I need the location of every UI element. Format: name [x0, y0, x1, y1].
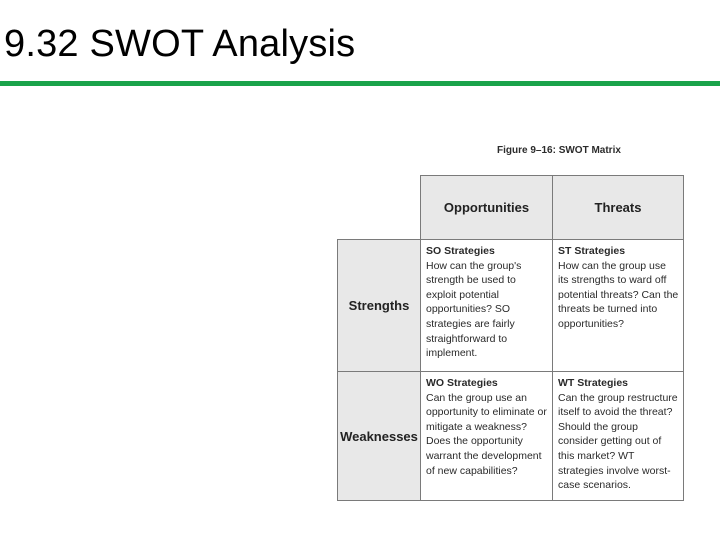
wo-strategies-cell: [420, 371, 553, 501]
cell-title: SO Strategies: [426, 245, 495, 257]
row-header-label: Strengths: [348, 298, 410, 313]
st-strategies-cell: [552, 239, 684, 372]
column-header-label: Threats: [594, 200, 642, 215]
cell-title: ST Strategies: [558, 245, 626, 257]
slide-title: 9.32 SWOT Analysis: [4, 23, 356, 65]
cell-title: WO Strategies: [426, 377, 498, 389]
wt-strategies-cell: [552, 371, 684, 501]
cell-body: Can the group restructure itself to avoid the threat? Should the group consider getting out of this market? WT strategies involve worst-case scenarios.: [558, 391, 678, 492]
figure-caption: Figure 9–16: SWOT Matrix: [497, 145, 621, 156]
column-header-threats: [552, 175, 684, 240]
cell-body: How can the group use its strengths to ward off potential threats? Can the threats be turned into opportunities?: [558, 259, 679, 330]
cell-body: How can the group's strength be used to exploit potential opportunities? SO strategies are fairly straightforward to implement.: [426, 259, 522, 360]
cell-title: WT Strategies: [558, 377, 629, 389]
column-header-label: Opportunities: [443, 200, 530, 215]
row-header-label: Weaknesses: [340, 428, 418, 444]
row-header-weaknesses: [337, 371, 421, 501]
column-header-opportunities: [420, 175, 553, 240]
title-divider: [0, 81, 720, 86]
row-header-strengths: [337, 239, 421, 372]
cell-body: Can the group use an opportunity to eliminate or mitigate a weakness? Does the opportunity warrant the development of new capabilities?: [426, 391, 547, 477]
so-strategies-cell: [420, 239, 553, 372]
